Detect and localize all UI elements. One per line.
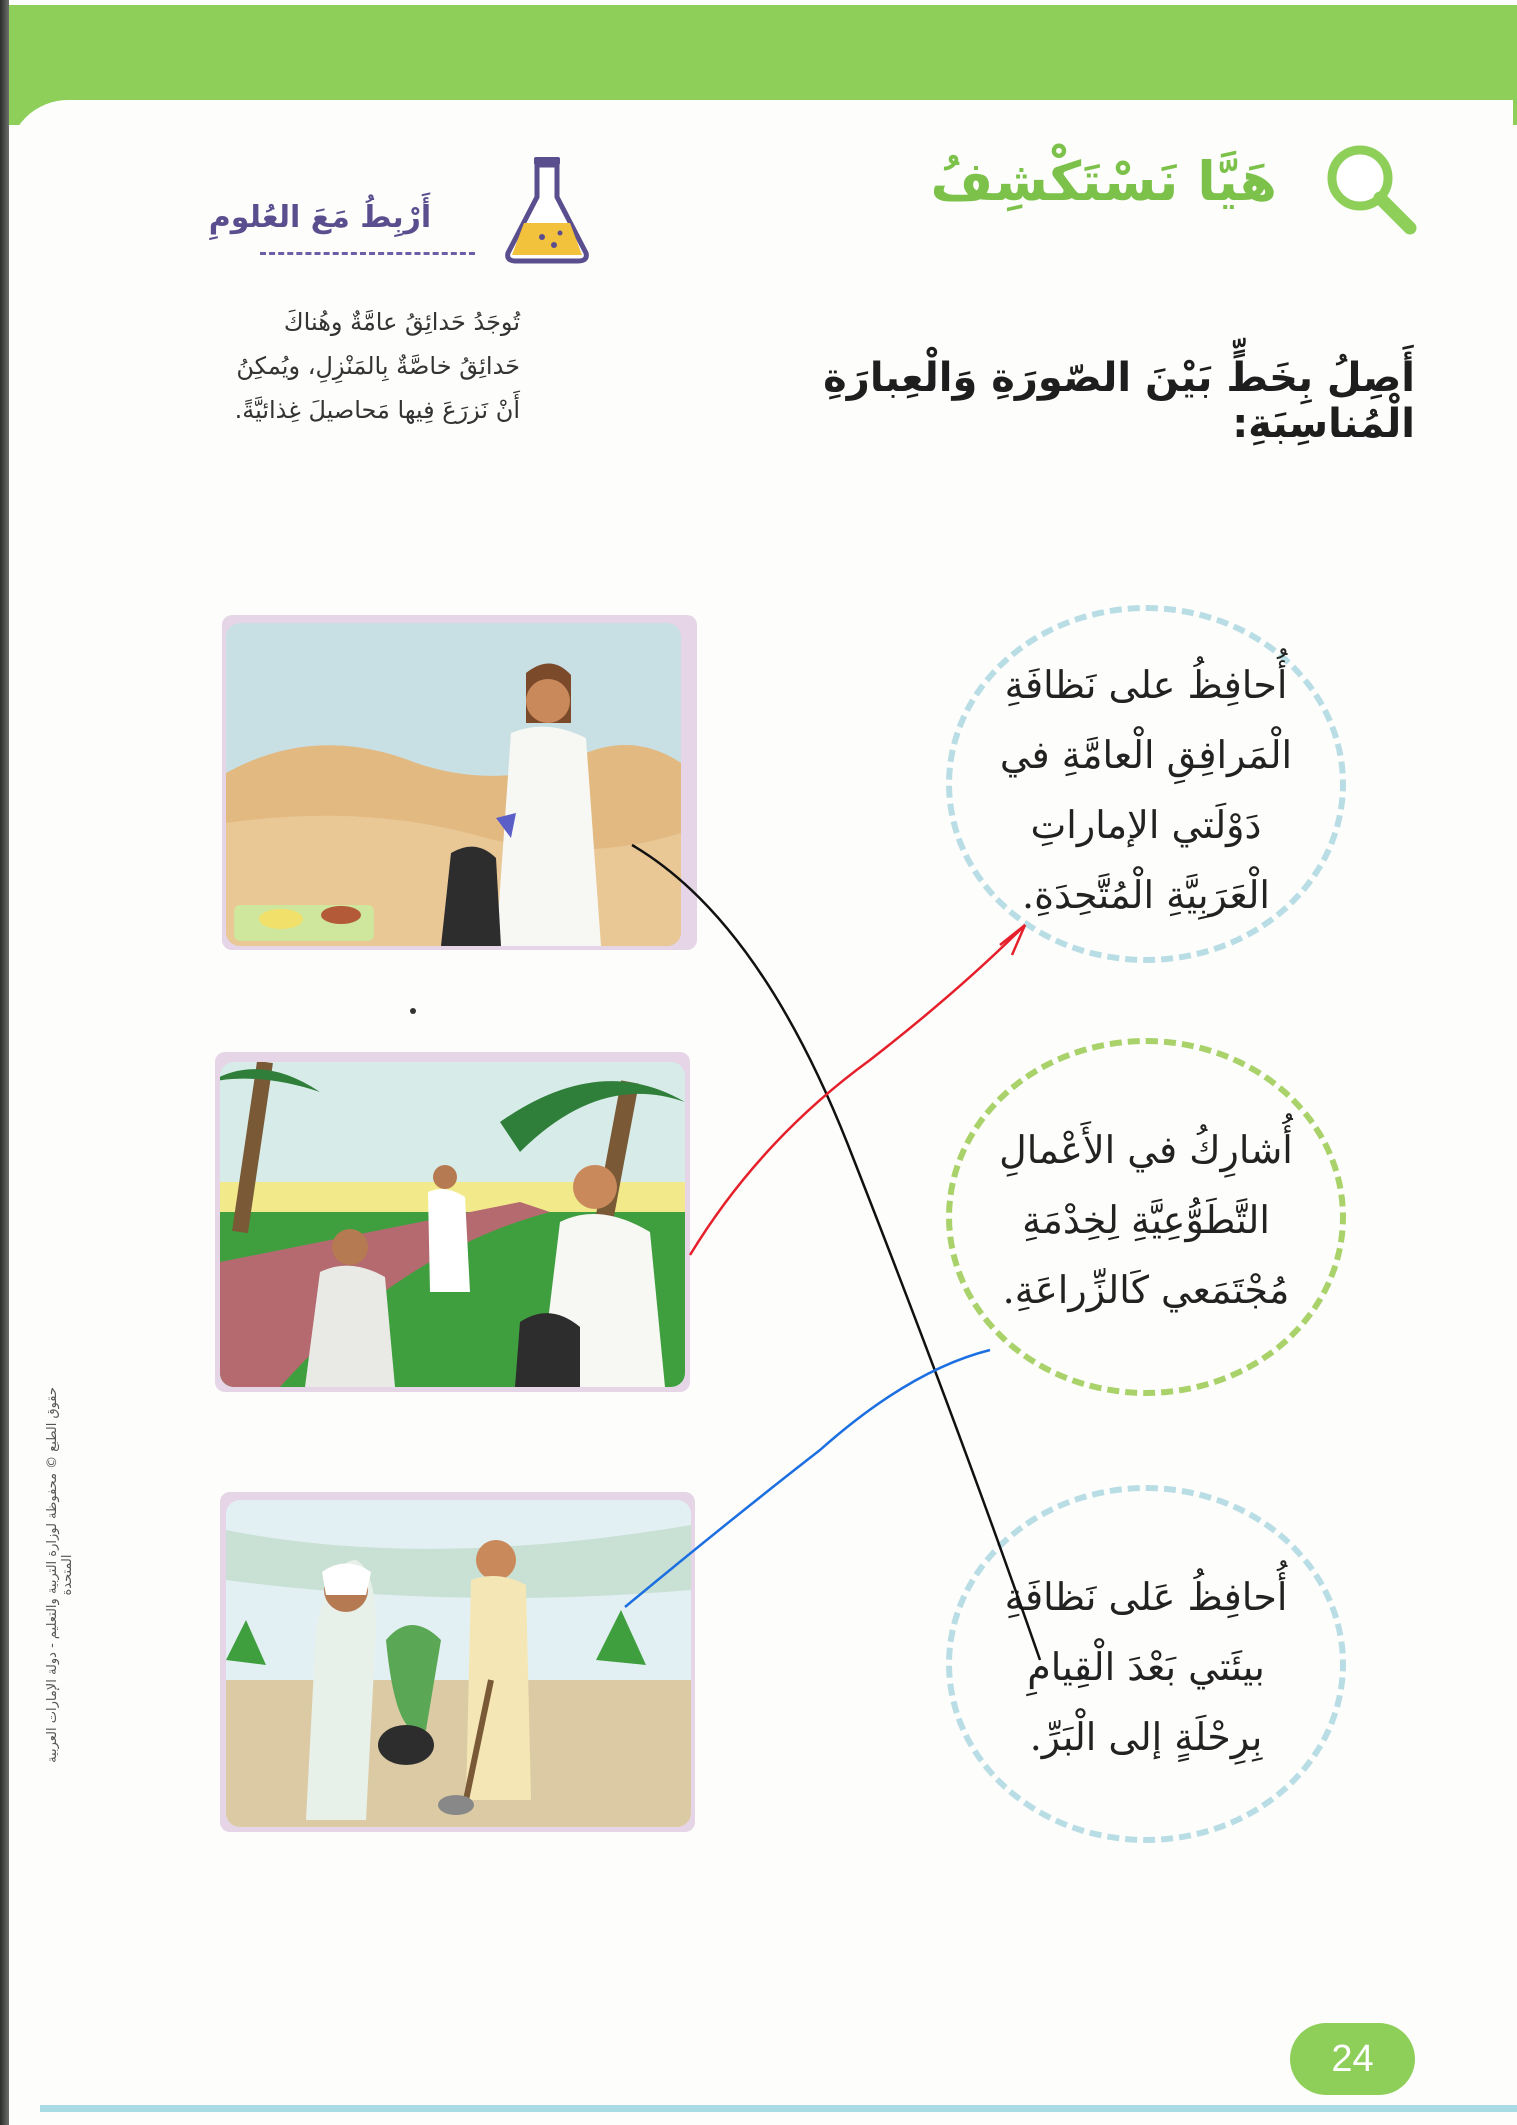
statement-1-line-4: الْعَرَبِيَّةِ الْمُتَّحِدَةِ.: [1022, 873, 1270, 917]
statement-1: [966, 650, 1326, 930]
statement-1-line-2: الْمَرافِقِ الْعامَّةِ في: [999, 733, 1293, 777]
science-line-1: تُوجَدُ حَدائِقُ عامَّةٌ وهُناكَ: [283, 308, 520, 336]
magnifier-icon: [1320, 138, 1420, 238]
statement-2-line-2: التَّطَوُّعِيَّةِ لِخِدْمَةِ: [1022, 1198, 1270, 1242]
park-scene: [220, 1062, 685, 1387]
page-content-area: [8, 100, 1513, 180]
statement-1-line-1: أُحافِظُ على نَظافَةِ: [1004, 663, 1288, 707]
desert-trip-cleanup-image[interactable]: [226, 623, 681, 946]
section-title: هَيَّا نَسْتَكْشِفُ: [930, 150, 1277, 213]
science-title-underline: [260, 252, 475, 255]
statement-3: [966, 1562, 1326, 1772]
flask-icon: [502, 155, 592, 265]
tree-planting-image[interactable]: [226, 1500, 691, 1827]
public-park-cleanup-image[interactable]: [220, 1062, 685, 1387]
statement-1-line-3: دَوْلَتي الإماراتِ: [1030, 803, 1262, 847]
planting-scene: [226, 1500, 691, 1827]
statement-2-line-1: أُشارِكُ في الأَعْمالِ: [999, 1128, 1293, 1172]
science-line-2: حَدائِقُ خاصَّةٌ بِالمَنْزِلِ، ويُمكِنُ: [236, 352, 520, 380]
statement-3-line-2: بيئَتي بَعْدَ الْقِيامِ: [1027, 1645, 1265, 1689]
science-box-title: أَرْبِطُ مَعَ العُلومِ: [208, 200, 432, 235]
bottom-rule: [40, 2105, 1517, 2112]
exercise-instruction: أَصِلُ بِخَطٍّ بَيْنَ الصّورَةِ وَالْعِبارَةِ الْمُناسِبَةِ:: [823, 355, 1415, 447]
statement-2: [966, 1115, 1326, 1325]
ink-speck: [410, 1008, 416, 1014]
copyright-notice: حقوق الطبع © محفوظة لوزارة التربية والتعليم - دولة الإمارات العربية المتحدة: [45, 1387, 75, 1763]
science-line-3: أَنْ نَزرَعَ فِيها مَحاصيلَ غِذائيَّةً.: [234, 396, 520, 424]
scan-edge: [0, 0, 9, 2125]
statement-2-line-3: مُجْتَمَعي كَالزِّراعَةِ.: [1002, 1268, 1290, 1312]
statement-3-line-3: بِرِحْلَةٍ إلى الْبَرِّ.: [1029, 1715, 1263, 1759]
page-number: 24: [1290, 2023, 1415, 2095]
desert-scene: [226, 623, 681, 946]
statement-3-line-1: أُحافِظُ عَلى نَظافَةِ: [1004, 1575, 1288, 1619]
science-box-body: [200, 300, 520, 432]
